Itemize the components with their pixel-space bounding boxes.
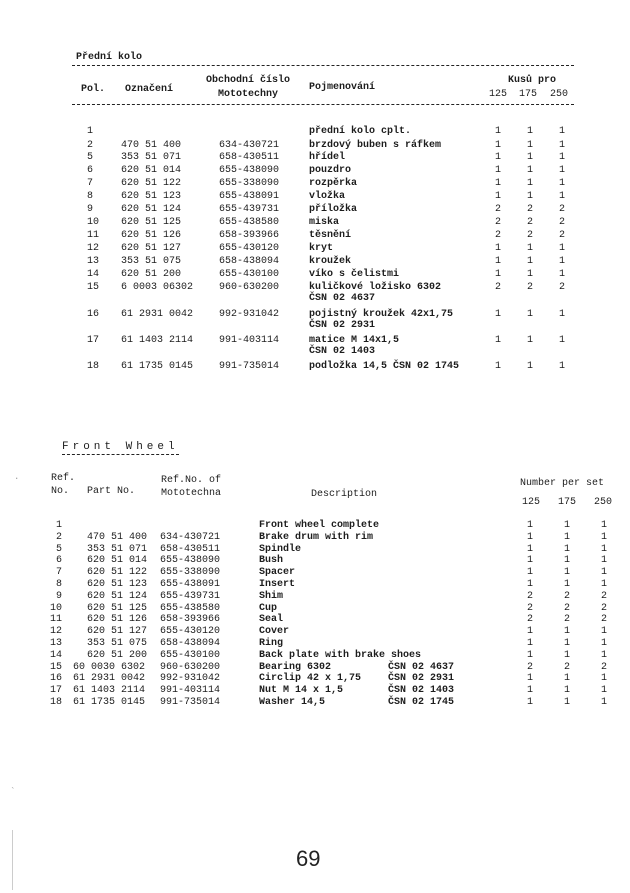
czech-header-qty-175: 175: [519, 89, 538, 100]
row-qty-250: 1: [601, 638, 608, 649]
row-qty-250: 1: [559, 126, 566, 137]
row-qty-125: 1: [495, 165, 502, 176]
row-description: Nut M 14 x 1,5: [259, 685, 344, 696]
czech-table-row: [0, 309, 630, 331]
row-name: rozpěrka: [309, 178, 358, 189]
row-part-no: 61 1735 0145: [121, 361, 194, 372]
row-qty-175: 1: [527, 152, 534, 163]
english-header-refno-2: Mototechna: [161, 488, 222, 499]
row-qty-125: 2: [495, 217, 502, 228]
row-qty-175: 1: [564, 532, 571, 543]
english-header-qty-title: Number per set: [520, 478, 605, 489]
row-part-no: 61 1403 2114: [73, 685, 146, 696]
english-header-ref-1: Ref.: [51, 473, 76, 484]
row-qty-125: 1: [527, 520, 534, 531]
row-name: miska: [309, 217, 340, 228]
row-description: Insert: [259, 579, 296, 590]
czech-table-row: [0, 243, 630, 255]
row-qty-175: 1: [527, 191, 534, 202]
row-standard: ČSN 02 2931: [309, 320, 376, 331]
row-description: Front wheel complete: [259, 520, 380, 531]
row-qty-250: 2: [559, 230, 566, 241]
row-order-no: 655-430120: [219, 243, 280, 254]
row-part-no: 620 51 014: [87, 555, 148, 566]
row-description: Cover: [259, 626, 290, 637]
row-qty-250: 1: [559, 140, 566, 151]
czech-header-qty-125: 125: [489, 89, 508, 100]
row-qty-175: 1: [527, 165, 534, 176]
row-qty-250: 1: [601, 673, 608, 684]
row-pos: 13: [87, 256, 100, 267]
row-qty-250: 1: [601, 532, 608, 543]
row-order-no: 655-438090: [219, 165, 280, 176]
czech-table-row: [0, 230, 630, 242]
row-part-no: 470 51 400: [121, 140, 182, 151]
header-top-rule: [72, 65, 574, 66]
row-pos: 17: [87, 335, 100, 346]
row-name: hřídel: [309, 152, 346, 163]
row-qty-250: 1: [559, 309, 566, 320]
row-order-no: 655-438580: [160, 603, 221, 614]
czech-table-row: [0, 140, 630, 152]
row-part-no: 620 51 200: [87, 650, 148, 661]
row-qty-250: 1: [601, 697, 608, 708]
czech-table-row: [0, 152, 630, 164]
row-qty-250: 2: [559, 204, 566, 215]
row-qty-175: 1: [527, 178, 534, 189]
row-qty-250: 1: [601, 685, 608, 696]
row-qty-125: 1: [495, 178, 502, 189]
row-qty-175: 1: [564, 626, 571, 637]
row-part-no: 60 0030 6302: [73, 662, 146, 673]
row-qty-250: 1: [559, 191, 566, 202]
row-part-no: 353 51 075: [87, 638, 148, 649]
row-part-no: 61 2931 0042: [73, 673, 146, 684]
row-qty-125: 1: [527, 673, 534, 684]
row-order-no: 655-439731: [160, 591, 221, 602]
row-order-no: 655-439731: [219, 204, 280, 215]
row-order-no: 658-393966: [219, 230, 280, 241]
row-ref: 5: [56, 544, 63, 555]
row-pos: 1: [87, 126, 94, 137]
row-qty-175: 2: [527, 217, 534, 228]
row-qty-175: 2: [564, 614, 571, 625]
czech-table-row: [0, 204, 630, 216]
row-order-no: 634-430721: [219, 140, 280, 151]
row-name: vložka: [309, 191, 346, 202]
row-qty-125: 1: [495, 191, 502, 202]
row-name: pouzdro: [309, 165, 352, 176]
english-table-row: [0, 614, 630, 625]
row-qty-250: 2: [601, 591, 608, 602]
english-table-row: [0, 555, 630, 566]
row-ref: 16: [50, 673, 63, 684]
row-description: Seal: [259, 614, 284, 625]
row-part-no: 620 51 125: [87, 603, 148, 614]
row-qty-125: 1: [495, 126, 502, 137]
row-ref: 13: [50, 638, 63, 649]
row-name: brzdový buben s ráfkem: [309, 140, 442, 151]
row-qty-250: 1: [601, 579, 608, 590]
english-table-row: [0, 673, 630, 684]
row-ref: 14: [50, 650, 63, 661]
row-qty-125: 1: [527, 532, 534, 543]
row-ref: 6: [56, 555, 63, 566]
row-order-no: 655-430100: [219, 269, 280, 280]
czech-table-row: [0, 335, 630, 357]
row-qty-175: 1: [527, 243, 534, 254]
english-header-refno-1: Ref.No. of: [161, 475, 222, 486]
english-table-row: [0, 662, 630, 673]
row-qty-125: 2: [527, 603, 534, 614]
czech-table-row: [0, 256, 630, 268]
row-qty-250: 1: [601, 555, 608, 566]
row-qty-125: 2: [527, 662, 534, 673]
header-bottom-rule: [72, 104, 574, 105]
row-qty-125: 2: [495, 230, 502, 241]
scan-speck: ·: [14, 474, 20, 484]
row-qty-250: 2: [601, 603, 608, 614]
row-order-no: 991-403114: [160, 685, 221, 696]
english-section-title: Front Wheel: [62, 441, 179, 453]
row-part-no: 353 51 075: [121, 256, 182, 267]
row-part-no: 620 51 124: [87, 591, 148, 602]
row-qty-125: 1: [527, 697, 534, 708]
czech-section-title: Přední kolo: [76, 52, 143, 63]
row-pos: 11: [87, 230, 100, 241]
row-pos: 10: [87, 217, 100, 228]
row-qty-125: 1: [527, 685, 534, 696]
czech-table-row: [0, 165, 630, 177]
row-part-no: 470 51 400: [87, 532, 148, 543]
scan-speck: `: [10, 787, 16, 797]
english-table-row: [0, 638, 630, 649]
english-table-row: [0, 520, 630, 531]
row-qty-175: 1: [527, 140, 534, 151]
row-qty-250: 1: [601, 520, 608, 531]
row-qty-125: 1: [495, 152, 502, 163]
english-table-row: [0, 650, 630, 661]
row-standard: ČSN 02 4637: [309, 293, 376, 304]
row-qty-125: 1: [527, 555, 534, 566]
row-ref: 17: [50, 685, 63, 696]
row-name: těsnění: [309, 230, 352, 241]
czech-header-qty-title: Kusů pro: [508, 75, 557, 86]
english-header-description: Description: [311, 489, 378, 500]
row-qty-125: 1: [527, 579, 534, 590]
row-qty-175: 2: [564, 662, 571, 673]
czech-table-row: [0, 191, 630, 203]
row-qty-125: 1: [495, 309, 502, 320]
row-part-no: 620 51 014: [121, 165, 182, 176]
row-qty-175: 2: [527, 282, 534, 293]
row-order-no: 658-438094: [219, 256, 280, 267]
row-qty-125: 1: [495, 243, 502, 254]
row-description: Bearing 6302: [259, 662, 332, 673]
row-qty-175: 1: [564, 650, 571, 661]
row-pos: 9: [87, 204, 94, 215]
row-description: Back plate with brake shoes: [259, 650, 422, 661]
english-header-qty-175: 175: [558, 497, 577, 508]
row-qty-175: 1: [527, 269, 534, 280]
row-part-no: 620 51 200: [121, 269, 182, 280]
row-qty-250: 1: [559, 178, 566, 189]
english-table-row: [0, 697, 630, 708]
czech-table-row: [0, 178, 630, 190]
row-qty-125: 1: [527, 567, 534, 578]
row-part-no: 620 51 127: [87, 626, 148, 637]
row-pos: 16: [87, 309, 100, 320]
row-qty-175: 2: [564, 591, 571, 602]
row-qty-250: 2: [559, 282, 566, 293]
row-order-no: 991-735014: [160, 697, 221, 708]
row-description: Shim: [259, 591, 284, 602]
english-table-row: [0, 567, 630, 578]
row-qty-175: 2: [564, 603, 571, 614]
row-name: podložka 14,5 ČSN 02 1745: [309, 361, 460, 372]
czech-table-row: [0, 126, 630, 138]
row-qty-250: 1: [559, 269, 566, 280]
english-table-row: [0, 685, 630, 696]
row-standard: ČSN 02 4637: [388, 662, 455, 673]
row-part-no: 6 0003 06302: [121, 282, 194, 293]
row-qty-125: 1: [495, 140, 502, 151]
row-qty-250: 1: [601, 650, 608, 661]
row-pos: 6: [87, 165, 94, 176]
row-pos: 12: [87, 243, 100, 254]
english-header-qty-125: 125: [522, 497, 541, 508]
row-ref: 9: [56, 591, 63, 602]
row-pos: 7: [87, 178, 94, 189]
row-qty-175: 1: [564, 567, 571, 578]
row-order-no: 960-630200: [219, 282, 280, 293]
row-name: matice M 14x1,5: [309, 335, 400, 346]
row-qty-250: 1: [559, 256, 566, 267]
row-qty-250: 1: [559, 165, 566, 176]
row-qty-175: 1: [564, 697, 571, 708]
row-description: Spacer: [259, 567, 296, 578]
row-qty-125: 1: [527, 544, 534, 555]
english-table-row: [0, 544, 630, 555]
row-part-no: 61 1735 0145: [73, 697, 146, 708]
czech-table-row: [0, 282, 630, 304]
row-order-no: 991-403114: [219, 335, 280, 346]
row-part-no: 620 51 123: [121, 191, 182, 202]
czech-header-pos: Pol.: [81, 84, 106, 95]
row-name: přední kolo cplt.: [309, 126, 412, 137]
row-name: kryt: [309, 243, 334, 254]
row-part-no: 353 51 071: [87, 544, 148, 555]
row-part-no: 620 51 125: [121, 217, 182, 228]
row-order-no: 992-931042: [160, 673, 221, 684]
row-part-no: 61 2931 0042: [121, 309, 194, 320]
czech-header-qty-250: 250: [550, 89, 569, 100]
scan-edge-line: [12, 830, 13, 890]
row-description: Ring: [259, 638, 284, 649]
row-part-no: 620 51 124: [121, 204, 182, 215]
czech-header-name: Pojmenování: [309, 82, 376, 93]
row-order-no: 960-630200: [160, 662, 221, 673]
row-pos: 14: [87, 269, 100, 280]
row-qty-175: 1: [564, 555, 571, 566]
row-qty-125: 1: [495, 256, 502, 267]
row-order-no: 655-438091: [160, 579, 221, 590]
row-qty-175: 1: [564, 520, 571, 531]
row-qty-175: 1: [564, 673, 571, 684]
row-order-no: 658-430511: [219, 152, 280, 163]
row-pos: 8: [87, 191, 94, 202]
english-header-ref-2: No.: [51, 486, 70, 497]
row-qty-250: 1: [559, 361, 566, 372]
row-qty-125: 2: [527, 614, 534, 625]
row-standard: ČSN 02 1403: [388, 685, 455, 696]
row-order-no: 655-438580: [219, 217, 280, 228]
row-description: Circlip 42 x 1,75: [259, 673, 362, 684]
row-standard: ČSN 02 2931: [388, 673, 455, 684]
row-ref: 18: [50, 697, 63, 708]
czech-table-row: [0, 217, 630, 229]
row-name: kroužek: [309, 256, 352, 267]
row-qty-125: 1: [495, 361, 502, 372]
row-qty-125: 1: [495, 335, 502, 346]
row-qty-175: 1: [527, 256, 534, 267]
row-order-no: 658-393966: [160, 614, 221, 625]
row-part-no: 620 51 126: [121, 230, 182, 241]
row-order-no: 655-338090: [219, 178, 280, 189]
english-header-qty-250: 250: [594, 497, 613, 508]
row-standard: ČSN 02 1403: [309, 346, 376, 357]
row-pos: 18: [87, 361, 100, 372]
english-table-row: [0, 591, 630, 602]
row-qty-125: 1: [495, 269, 502, 280]
row-ref: 10: [50, 603, 63, 614]
row-qty-175: 1: [527, 309, 534, 320]
czech-table-row: [0, 269, 630, 281]
row-ref: 2: [56, 532, 63, 543]
row-order-no: 991-735014: [219, 361, 280, 372]
row-description: Cup: [259, 603, 278, 614]
row-qty-250: 2: [601, 662, 608, 673]
row-order-no: 655-438091: [219, 191, 280, 202]
row-qty-250: 1: [601, 544, 608, 555]
row-order-no: 655-430100: [160, 650, 221, 661]
row-part-no: 353 51 071: [121, 152, 182, 163]
row-order-no: 992-931042: [219, 309, 280, 320]
row-qty-175: 2: [527, 230, 534, 241]
row-ref: 1: [56, 520, 63, 531]
row-part-no: 620 51 122: [121, 178, 182, 189]
row-name: kuličkové ložisko 6302: [309, 282, 442, 293]
row-part-no: 620 51 127: [121, 243, 182, 254]
page-number: 69: [296, 846, 321, 871]
row-name: pojistný kroužek 42x1,75: [309, 309, 454, 320]
row-qty-250: 1: [559, 152, 566, 163]
czech-header-order-no-2: Mototechny: [218, 89, 279, 100]
row-qty-175: 1: [527, 361, 534, 372]
czech-table-row: [0, 361, 630, 373]
row-qty-175: 2: [527, 204, 534, 215]
english-table-row: [0, 579, 630, 590]
row-ref: 8: [56, 579, 63, 590]
row-qty-125: 1: [527, 626, 534, 637]
row-part-no: 620 51 123: [87, 579, 148, 590]
row-qty-250: 1: [559, 335, 566, 346]
row-qty-125: 2: [495, 204, 502, 215]
row-description: Bush: [259, 555, 284, 566]
row-pos: 5: [87, 152, 94, 163]
row-qty-125: 2: [495, 282, 502, 293]
row-standard: ČSN 02 1745: [388, 697, 455, 708]
row-order-no: 658-430511: [160, 544, 221, 555]
row-qty-175: 1: [564, 685, 571, 696]
row-part-no: 620 51 126: [87, 614, 148, 625]
english-table-row: [0, 626, 630, 637]
row-order-no: 655-338090: [160, 567, 221, 578]
row-order-no: 655-430120: [160, 626, 221, 637]
row-description: Brake drum with rim: [259, 532, 374, 543]
row-qty-250: 1: [601, 626, 608, 637]
row-qty-250: 1: [601, 567, 608, 578]
english-table-row: [0, 603, 630, 614]
row-description: Spindle: [259, 544, 302, 555]
row-qty-125: 1: [527, 638, 534, 649]
english-header-part-no: Part No.: [87, 486, 136, 497]
row-qty-250: 1: [559, 243, 566, 254]
row-ref: 15: [50, 662, 63, 673]
row-qty-250: 2: [559, 217, 566, 228]
row-part-no: 61 1403 2114: [121, 335, 194, 346]
row-name: víko s čelistmi: [309, 269, 400, 280]
row-qty-175: 1: [527, 335, 534, 346]
row-description: Washer 14,5: [259, 697, 326, 708]
row-order-no: 634-430721: [160, 532, 221, 543]
row-ref: 11: [50, 614, 63, 625]
row-order-no: 655-438090: [160, 555, 221, 566]
row-qty-250: 2: [601, 614, 608, 625]
row-pos: 2: [87, 140, 94, 151]
row-name: příložka: [309, 204, 358, 215]
czech-header-order-no-1: Obchodní číslo: [206, 75, 291, 86]
row-qty-125: 2: [527, 591, 534, 602]
row-part-no: 620 51 122: [87, 567, 148, 578]
czech-header-designation: Označení: [125, 84, 174, 95]
english-table-row: [0, 532, 630, 543]
row-qty-175: 1: [564, 579, 571, 590]
row-pos: 15: [87, 282, 100, 293]
row-order-no: 658-438094: [160, 638, 221, 649]
row-ref: 7: [56, 567, 63, 578]
row-qty-175: 1: [564, 638, 571, 649]
row-ref: 12: [50, 626, 63, 637]
row-qty-125: 1: [527, 650, 534, 661]
row-qty-175: 1: [564, 544, 571, 555]
row-qty-175: 1: [527, 126, 534, 137]
